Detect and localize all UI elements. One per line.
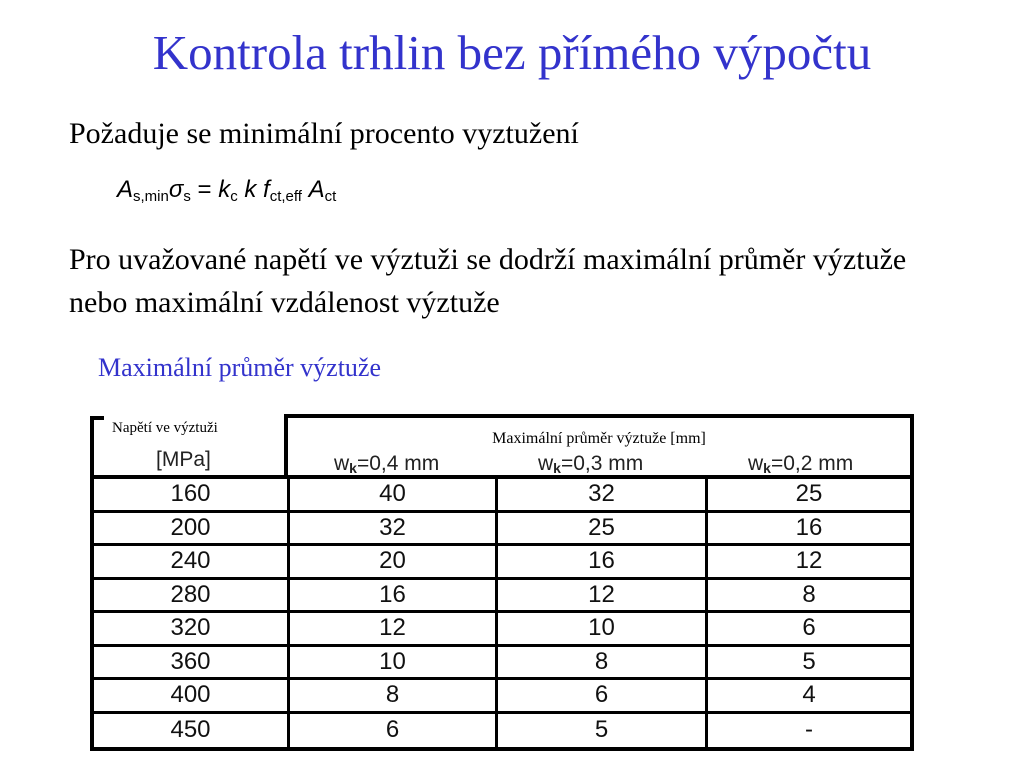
formula-equals: = [197, 176, 212, 203]
table-cell-diameter: 16 [498, 546, 708, 580]
table-cell-stress: 280 [94, 580, 290, 614]
table-cell-diameter: 12 [708, 546, 910, 580]
table-cell-diameter: 16 [708, 513, 910, 547]
table-cell-diameter: 8 [708, 580, 910, 614]
header-stress-unit: [MPa] [156, 448, 211, 471]
formula-k: k [218, 176, 231, 203]
paragraph-max-diameter: Pro uvažované napětí ve výztuži se dodrží maximální průměr výztuže nebo maximální vzdálenost výztuže [69, 243, 907, 319]
formula-f: f [263, 176, 270, 203]
table-cell-diameter: 8 [290, 680, 498, 714]
formula-k-sub: c [230, 188, 238, 205]
table-cell-diameter: 6 [498, 680, 708, 714]
table-cell-diameter: 6 [708, 613, 910, 647]
table-cell-diameter: 12 [498, 580, 708, 614]
table-cell-stress: 320 [94, 613, 290, 647]
formula-f-sub: ct,eff [269, 188, 302, 205]
paragraph-min-reinforcement: Požaduje se minimální procento vyztužení [69, 117, 579, 150]
table-cell-diameter: 32 [290, 513, 498, 547]
table-cell-diameter: 16 [290, 580, 498, 614]
table-cell-diameter: 8 [498, 647, 708, 681]
table-cell-diameter: 4 [708, 680, 910, 714]
table-cell-diameter: 6 [290, 714, 498, 748]
table-cell-diameter: 5 [708, 647, 910, 681]
table-cell-diameter: 12 [290, 613, 498, 647]
header-stress-label: Napětí ve výztuži [112, 420, 218, 436]
table-cell-stress: 240 [94, 546, 290, 580]
table-cell-diameter: 20 [290, 546, 498, 580]
table-cell-stress: 450 [94, 714, 290, 748]
header-diameter-cell [284, 414, 914, 475]
table-cell-diameter: 10 [498, 613, 708, 647]
table-cell-diameter: 25 [498, 513, 708, 547]
formula-A: A [117, 176, 134, 203]
bracket-line [90, 416, 94, 475]
table-cell-diameter: 25 [708, 479, 910, 513]
subheading-max-diameter: Maximální průměr výztuže [98, 353, 382, 382]
table-cell-diameter: 32 [498, 479, 708, 513]
table-cell-diameter: - [805, 716, 813, 744]
header-wk-02: $w_k=0,2$ mm [748, 452, 854, 476]
diameter-table [88, 414, 914, 752]
table-cell-stress: 200 [94, 513, 290, 547]
formula-A2-sub: ct [324, 188, 337, 205]
table-cell-diameter: 10 [290, 647, 498, 681]
table-cell-stress: 360 [94, 647, 290, 681]
table-cell-stress: 400 [94, 680, 290, 714]
formula-sigma: σ [168, 176, 184, 203]
formula-k2: k [244, 176, 257, 203]
slide-title: Kontrola trhlin bez přímého výpočtu [152, 25, 872, 80]
table-cell-diameter: 5 [498, 714, 708, 748]
formula [117, 178, 336, 204]
formula-A2: A [308, 176, 325, 203]
table-body [90, 475, 914, 751]
formula-sigma-sub: s [183, 188, 191, 205]
header-diameter-label: Maximální průměr výztuže [mm] [492, 430, 706, 447]
table-cell-diameter: 40 [290, 479, 498, 513]
header-wk-04: $w_k=0,4$ mm [334, 452, 440, 476]
table-cell-stress: 160 [94, 479, 290, 513]
header-wk-03: $w_k=0,3$ mm [538, 452, 644, 476]
header-stress-cell [88, 414, 284, 475]
formula-A-sub: s,min [133, 188, 169, 205]
